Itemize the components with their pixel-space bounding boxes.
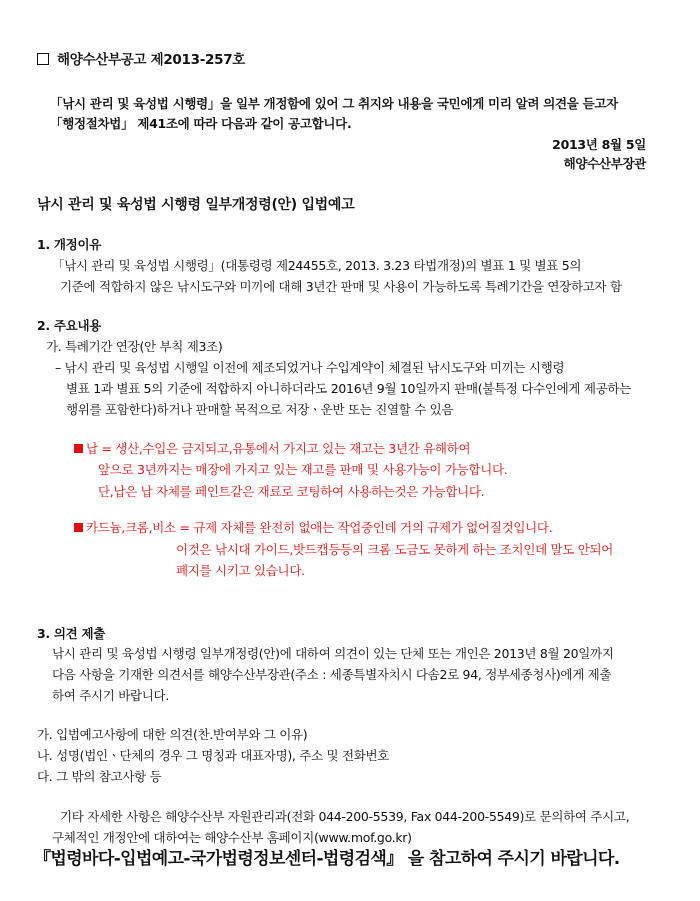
section3-line-3: 하여 주시기 바랍니다. — [52, 688, 169, 703]
section2-line-3: 행위를 포함한다)하거나 판매할 목적으로 저장ㆍ운반 또는 진열할 수 있음 — [66, 402, 454, 417]
cadmium-note-text-1: 카드늄,크롬,비소 = 규제 자체를 완전히 없애는 작업중인데 거의 규제가 없어질것입니다. — [86, 520, 553, 535]
section3-item-1: 가. 입법예고사항에 대한 의견(찬.반여부와 그 이유) — [37, 727, 308, 742]
section3-item-2: 나. 성명(법인ㆍ단체의 경우 그 명칭과 대표자명), 주소 및 전화번호 — [37, 748, 390, 763]
intro-line-2: 「행정절차법」 제41조에 따라 다음과 같이 공고합니다. — [50, 116, 352, 131]
section2-line-2: 별표 1과 별표 5의 기준에 적합하지 아니하더라도 2016년 9월 10일까지 판매(불특정 다수인에게 제공하는 — [66, 381, 631, 396]
notice-number — [37, 52, 245, 68]
section1-heading: 1. 개정이유 — [37, 237, 101, 252]
section3-line-1: 낚시 관리 및 육성법 시행령 일부개정령(안)에 대하여 의견이 있는 단체 또는 개인은 2013년 8월 20일까지 — [52, 646, 614, 661]
notice-number-text: 해양수산부공고 제2013-257호 — [57, 52, 246, 68]
lead-note-line-3: 단,납은 납 자체를 페인트같은 재료로 코팅하여 사용하는것은 가능합니다. — [98, 484, 485, 499]
cadmium-note-line-2: 이것은 낚시대 가이드,밧드캡등등의 크롬 도금도 못하게 하는 조치인데 말도 안되어 — [176, 542, 614, 557]
cadmium-note-line-3: 폐지를 시키고 있습니다. — [176, 563, 305, 578]
section2-heading: 2. 주요내용 — [37, 318, 101, 333]
closing-statement: 『법령바다-입법예고-국가법령정보센터-법령검색』 을 참고하여 주시기 바랍니다. — [34, 849, 620, 869]
lead-note-line-2: 앞으로 3년까지는 매장에 가지고 있는 재고를 판매 및 사용가능이 가능합니다. — [98, 462, 508, 477]
contact-line-2: 구체적인 개정안에 대하여는 해양수산부 홈페이지(www.mof.go.kr) — [52, 830, 412, 845]
intro-line-1: 「낚시 관리 및 육성법 시행령」을 일부 개정함에 있어 그 취지와 내용을 국민에게 미리 알려 의견을 듣고자 — [50, 96, 618, 111]
lead-note-line-1 — [74, 441, 470, 457]
document-title: 낚시 관리 및 육성법 시행령 일부개정령(안) 입법예고 — [37, 197, 355, 213]
checkbox-square-icon — [37, 53, 49, 65]
section1-line-1: 「낚시 관리 및 육성법 시행령」(대통령령 제24455호, 2013. 3.23 타법개정)의 별표 1 및 별표 5의 — [52, 258, 582, 273]
section3-item-3: 다. 그 밖의 참고사항 등 — [37, 769, 162, 784]
cadmium-note-line-1 — [74, 520, 552, 536]
section1-line-2: 기준에 적합하지 않은 낚시도구와 미끼에 대해 3년간 판매 및 사용이 가능하도록 특례기간을 연장하고자 함 — [60, 279, 622, 294]
section3-line-2: 다음 사항을 기재한 의견서를 해양수산부장관(주소 : 세종특별자치시 다솜2로 94, 정부세종청사)에게 제출 — [52, 667, 612, 682]
section3-heading: 3. 의견 제출 — [37, 626, 106, 641]
lead-note-text-1: 납 = 생산,수입은 금지되고,유통에서 가지고 있는 재고는 3년간 유해하여 — [86, 441, 471, 456]
red-bullet-icon — [74, 444, 83, 453]
notice-issuer: 해양수산부장관 — [563, 156, 646, 171]
red-bullet-icon — [74, 523, 83, 532]
contact-line-1: 기타 자세한 사항은 해양수산부 자원관리과(전화 044-200-5539, Fax 044-200-5549)로 문의하여 주시고, — [60, 809, 630, 824]
section2-line-1: – 낚시 관리 및 육성법 시행일 이전에 제조되었거나 수입계약이 체결된 낚시도구와 미끼는 시행령 — [55, 360, 565, 375]
section2-subheading: 가. 특례기간 연장(안 부칙 제3조) — [46, 339, 223, 354]
notice-date: 2013년 8월 5일 — [552, 137, 646, 152]
